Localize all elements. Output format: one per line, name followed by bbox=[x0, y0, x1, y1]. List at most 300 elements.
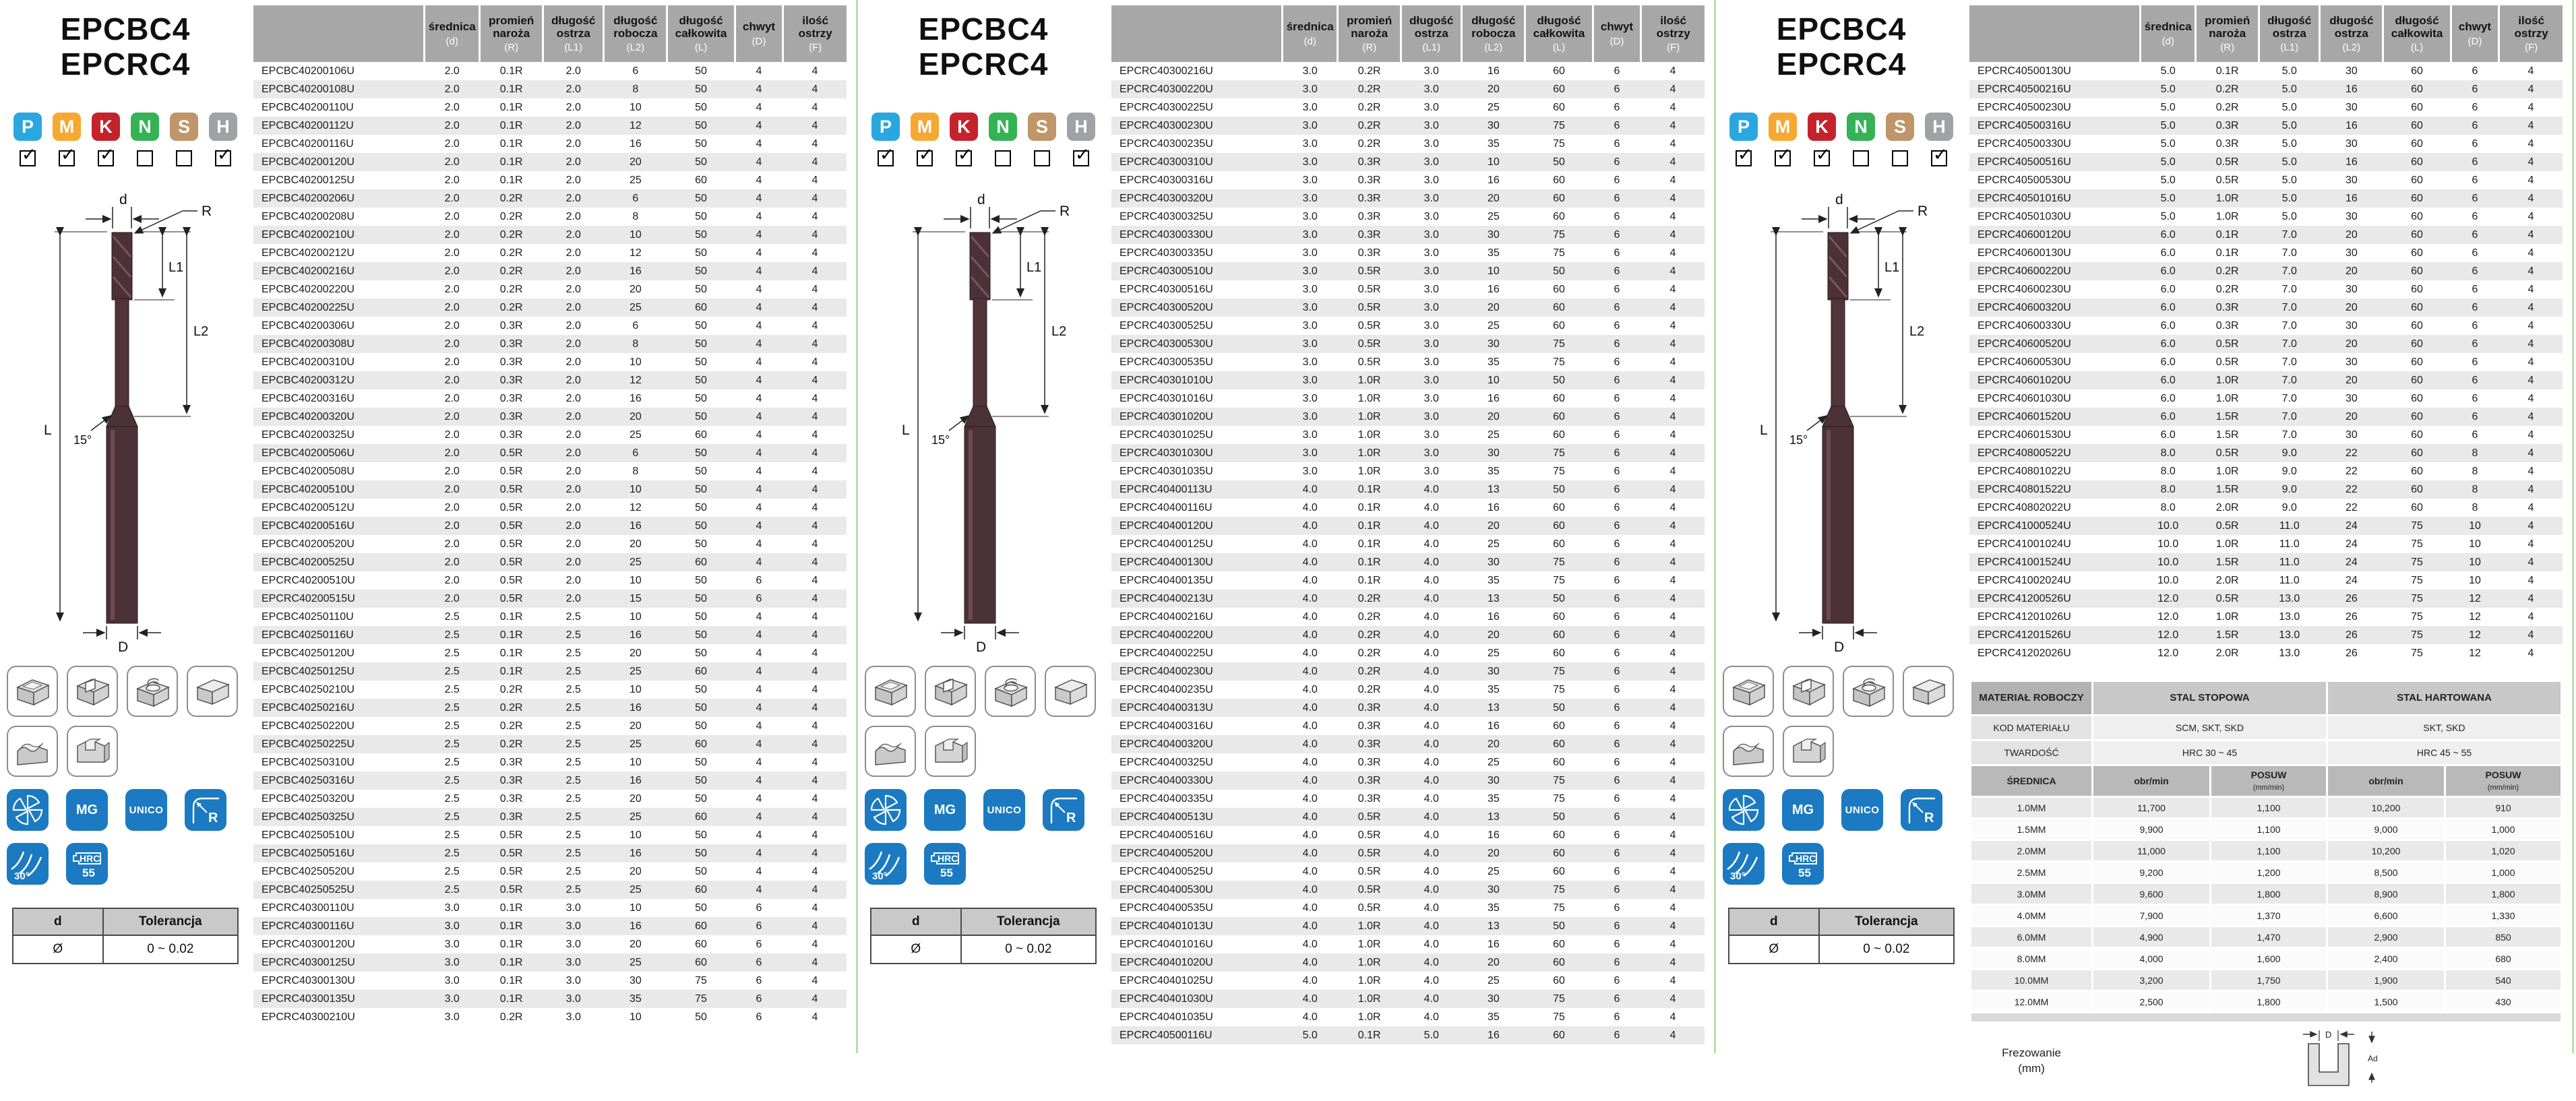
column-header-label: średnica bbox=[428, 20, 476, 34]
table-row bbox=[1969, 153, 2563, 171]
dim-label-angle: 15° bbox=[73, 433, 92, 447]
spec-cell: 6 bbox=[2472, 374, 2478, 386]
spec-cell: 4 bbox=[2527, 610, 2534, 623]
iso-checkbox-s bbox=[1034, 150, 1050, 166]
table-row bbox=[1111, 844, 1705, 862]
spec-cell: 4 bbox=[811, 356, 818, 368]
dim-label-d: d bbox=[1835, 192, 1843, 208]
spec-cell: 3.0 bbox=[444, 902, 460, 914]
spec-cell: 0.2R bbox=[1357, 610, 1381, 623]
series-title bbox=[858, 12, 1109, 82]
column-header-label: długość ostrza bbox=[2267, 13, 2312, 40]
part-number-cell: EPCRC40400213U bbox=[1120, 592, 1213, 604]
table-row bbox=[253, 208, 847, 226]
iso-material-classes bbox=[1720, 113, 1963, 166]
spec-cell: 16 bbox=[1487, 720, 1500, 732]
spec-cell: 0.3R bbox=[1357, 720, 1381, 732]
spec-cell: 3.0 bbox=[565, 902, 581, 914]
spec-cell: 50 bbox=[695, 902, 707, 914]
spec-cell: 4 bbox=[1669, 65, 1676, 77]
spec-cell: 50 bbox=[695, 137, 707, 150]
table-row bbox=[253, 389, 847, 408]
spec-cell: 75 bbox=[2411, 538, 2423, 550]
spec-cell: 3.0 bbox=[1423, 265, 1439, 277]
spec-cell: 75 bbox=[1553, 1011, 1565, 1023]
spec-cell: 9.0 bbox=[2281, 447, 2297, 459]
spec-cell: 6.0 bbox=[2160, 374, 2176, 386]
iso-class-s bbox=[1028, 113, 1056, 166]
corner-radius-icon bbox=[1901, 789, 1942, 831]
part-number-cell: EPCRC40401013U bbox=[1120, 920, 1213, 932]
cutting-value-cell: 8,500 bbox=[2328, 862, 2444, 882]
spec-cell: 1.0R bbox=[2215, 210, 2239, 222]
spec-cell: 60 bbox=[2411, 465, 2423, 477]
part-number-cell: EPCRC40400520U bbox=[1120, 847, 1213, 859]
table-row bbox=[1969, 335, 2563, 353]
spec-cell: 60 bbox=[695, 738, 707, 750]
end-mill-drawing-icon bbox=[1737, 184, 1946, 656]
table-row bbox=[253, 499, 847, 517]
spec-cell: 30 bbox=[1487, 119, 1500, 131]
spec-cell: 2.5 bbox=[565, 865, 581, 877]
cutting-value-cell: 4,000 bbox=[2093, 949, 2209, 968]
column-header bbox=[1283, 5, 1338, 62]
spec-cell: 5.0 bbox=[2281, 65, 2297, 77]
side-milling-icon bbox=[1045, 666, 1096, 717]
spec-cell: 4 bbox=[1669, 701, 1676, 714]
iso-class-h bbox=[1067, 113, 1095, 166]
spec-cell: 60 bbox=[1553, 738, 1565, 750]
spec-cell: 4.0 bbox=[1423, 956, 1439, 968]
dim-label-r: R bbox=[1918, 203, 1928, 220]
spec-cell: 0.1R bbox=[499, 920, 523, 932]
table-row bbox=[253, 1008, 847, 1026]
four-flute-icon bbox=[1723, 789, 1765, 831]
spec-cell: 8 bbox=[2472, 465, 2478, 477]
hrc-55-icon bbox=[924, 843, 966, 885]
table-row bbox=[1111, 990, 1705, 1008]
spec-cell: 4 bbox=[1669, 447, 1676, 459]
spec-cell: 4 bbox=[756, 829, 762, 841]
spec-cell: 4 bbox=[2527, 538, 2534, 550]
spec-cell: 2.0 bbox=[565, 447, 581, 459]
spec-cell: 4 bbox=[811, 956, 818, 968]
spec-cell: 4.0 bbox=[1302, 847, 1318, 859]
column-header bbox=[1338, 5, 1401, 62]
spec-cell: 4.0 bbox=[1302, 902, 1318, 914]
spec-cell: 2.0 bbox=[444, 356, 460, 368]
spec-cell: 50 bbox=[695, 356, 707, 368]
table-row bbox=[1111, 753, 1705, 772]
spec-cell: 6 bbox=[1614, 574, 1620, 586]
table-row bbox=[1111, 953, 1705, 972]
part-number-cell: EPCRC41001024U bbox=[1977, 538, 2071, 550]
spec-cell: 6 bbox=[1614, 410, 1620, 422]
table-row bbox=[253, 626, 847, 644]
spec-cell: 4 bbox=[756, 283, 762, 295]
spec-cell: 75 bbox=[2411, 629, 2423, 641]
spec-cell: 10 bbox=[629, 356, 642, 368]
spec-cell: 4 bbox=[811, 338, 818, 350]
spec-cell: 0.1R bbox=[499, 974, 523, 986]
spec-cell: 0.1R bbox=[1357, 483, 1381, 495]
spec-cell: 35 bbox=[1487, 247, 1500, 259]
spec-cell: 0.1R bbox=[499, 902, 523, 914]
spec-cell: 6 bbox=[1614, 956, 1620, 968]
part-number-cell: EPCRC41201026U bbox=[1977, 610, 2071, 623]
spec-cell: 6 bbox=[756, 920, 762, 932]
spec-cell: 6 bbox=[1614, 465, 1620, 477]
spec-cell: 60 bbox=[2411, 483, 2423, 495]
spec-cell: 8.0 bbox=[2160, 501, 2176, 513]
spec-cell: 4 bbox=[811, 156, 818, 168]
cutting-value-cell: 680 bbox=[2446, 949, 2560, 968]
kod-materialu-label: KOD MATERIAŁU bbox=[1971, 716, 2091, 739]
spec-cell: 3.0 bbox=[1302, 319, 1318, 332]
table-row bbox=[1969, 644, 2563, 662]
column-header-symbol: (L1) bbox=[1422, 42, 1441, 54]
spec-cell: 20 bbox=[2345, 374, 2358, 386]
spec-table-area bbox=[253, 5, 851, 1044]
spec-cell: 2.5 bbox=[565, 792, 581, 805]
spec-cell: 6 bbox=[1614, 1029, 1620, 1041]
spec-cell: 4.0 bbox=[1423, 647, 1439, 659]
iso-material-classes bbox=[4, 113, 247, 166]
part-number-cell: EPCBC40200525U bbox=[262, 556, 355, 568]
spec-cell: 75 bbox=[695, 974, 707, 986]
spec-cell: 0.1R bbox=[1357, 574, 1381, 586]
svg-text:HRC: HRC bbox=[1796, 853, 1816, 864]
spec-cell: 2.0 bbox=[565, 119, 581, 131]
side-milling-icon bbox=[1903, 666, 1954, 717]
column-header bbox=[2259, 5, 2320, 62]
table-row bbox=[1111, 462, 1705, 480]
part-number-cell: EPCRC40301016U bbox=[1120, 392, 1213, 404]
spec-cell: 0.5R bbox=[1357, 847, 1381, 859]
cutting-value-cell: 1,370 bbox=[2211, 906, 2326, 925]
spec-cell: 4 bbox=[1669, 410, 1676, 422]
spec-cell: 3.0 bbox=[565, 993, 581, 1005]
spec-cell: 1.0R bbox=[1357, 1011, 1381, 1023]
spec-cell: 10 bbox=[2469, 520, 2481, 532]
spec-cell: 75 bbox=[1553, 465, 1565, 477]
column-header bbox=[2383, 5, 2451, 62]
part-number-cell: EPCRC40401016U bbox=[1120, 938, 1213, 950]
spec-cell: 2.0 bbox=[444, 101, 460, 113]
spec-cell: 4 bbox=[2527, 356, 2534, 368]
spec-cell: 13 bbox=[1487, 592, 1500, 604]
cutting-data-row bbox=[1971, 927, 2560, 947]
spec-cell: 2.0 bbox=[565, 301, 581, 313]
part-number-cell: EPCRC40600130U bbox=[1977, 247, 2071, 259]
spec-cell: 75 bbox=[1553, 883, 1565, 895]
spec-cell: 4 bbox=[756, 538, 762, 550]
spec-cell: 60 bbox=[2411, 247, 2423, 259]
spec-cell: 3.0 bbox=[1423, 301, 1439, 313]
svg-text:R: R bbox=[208, 811, 218, 826]
spec-cell: 10 bbox=[2469, 574, 2481, 586]
spec-cell: 3.0 bbox=[1423, 338, 1439, 350]
spec-cell: 4.0 bbox=[1302, 720, 1318, 732]
spec-cell: 0.3R bbox=[2215, 119, 2239, 131]
spec-cell: 4.0 bbox=[1302, 811, 1318, 823]
spec-cell: 0.1R bbox=[2215, 65, 2239, 77]
part-number-cell: EPCRC40301010U bbox=[1120, 374, 1213, 386]
part-number-cell: EPCRC40400225U bbox=[1120, 647, 1213, 659]
spec-cell: 0.3R bbox=[1357, 792, 1381, 805]
spec-cell: 2.0 bbox=[565, 247, 581, 259]
dim-label-l: L bbox=[902, 422, 910, 439]
spec-cell: 30 bbox=[629, 974, 642, 986]
spec-cell: 4 bbox=[1669, 610, 1676, 623]
table-row bbox=[1111, 298, 1705, 317]
spec-cell: 2.0 bbox=[444, 447, 460, 459]
section-1 bbox=[0, 0, 856, 1053]
part-number-cell: EPCRC40300125U bbox=[262, 956, 355, 968]
part-number-cell: EPCBC40200508U bbox=[262, 465, 355, 477]
spec-cell: 0.3R bbox=[1357, 156, 1381, 168]
spec-cell: 30 bbox=[1487, 556, 1500, 568]
spec-cell: 0.3R bbox=[1357, 210, 1381, 222]
spec-cell: 4 bbox=[1669, 756, 1676, 768]
spec-cell: 6.0 bbox=[2160, 247, 2176, 259]
spec-cell: 25 bbox=[629, 429, 642, 441]
spec-cell: 35 bbox=[1487, 137, 1500, 150]
spec-cell: 4.0 bbox=[1302, 665, 1318, 677]
spec-cell: 4 bbox=[811, 65, 818, 77]
spec-cell: 12 bbox=[629, 247, 642, 259]
spec-cell: 4.0 bbox=[1423, 556, 1439, 568]
spec-cell: 4 bbox=[811, 774, 818, 786]
spec-cell: 6.0 bbox=[2160, 392, 2176, 404]
part-number-cell: EPCRC40500316U bbox=[1977, 119, 2071, 131]
part-number-cell: EPCBC40200325U bbox=[262, 429, 355, 441]
spec-cell: 16 bbox=[2345, 83, 2358, 95]
spec-cell: 16 bbox=[1487, 65, 1500, 77]
spec-cell: 75 bbox=[1553, 137, 1565, 150]
spec-cell: 30 bbox=[2345, 283, 2358, 295]
spec-cell: 3.0 bbox=[1302, 247, 1318, 259]
spec-cell: 6 bbox=[632, 192, 639, 204]
spec-cell: 4 bbox=[1669, 665, 1676, 677]
spec-cell: 75 bbox=[1553, 119, 1565, 131]
spec-cell: 10 bbox=[1487, 374, 1500, 386]
part-number-cell: EPCRC40400525U bbox=[1120, 865, 1213, 877]
spec-cell: 4 bbox=[811, 374, 818, 386]
table-row bbox=[253, 153, 847, 171]
spec-cell: 25 bbox=[1487, 647, 1500, 659]
spec-cell: 50 bbox=[1553, 592, 1565, 604]
spec-cell: 4.0 bbox=[1423, 683, 1439, 695]
part-number-cell: EPCBC40200116U bbox=[262, 137, 354, 150]
spec-cell: 3.0 bbox=[1302, 228, 1318, 241]
part-number-cell: EPCBC40200506U bbox=[262, 447, 355, 459]
spec-cell: 4 bbox=[811, 447, 818, 459]
spec-cell: 4 bbox=[1669, 465, 1676, 477]
spec-cell: 6 bbox=[632, 447, 639, 459]
stal-hartowana-header: STAL HARTOWANA bbox=[2328, 682, 2560, 714]
spec-cell: 0.1R bbox=[499, 174, 523, 186]
spec-cell: 0.1R bbox=[499, 156, 523, 168]
iso-letter-p-icon: P bbox=[871, 113, 900, 141]
table-row bbox=[253, 480, 847, 499]
spec-cell: 4 bbox=[811, 392, 818, 404]
spec-cell: 2.0 bbox=[565, 574, 581, 586]
spec-cell: 4 bbox=[756, 156, 762, 168]
spec-cell: 0.3R bbox=[499, 774, 523, 786]
spec-cell: 4 bbox=[811, 938, 818, 950]
spec-cell: 60 bbox=[1553, 429, 1565, 441]
table-row bbox=[253, 408, 847, 426]
table-row bbox=[1969, 553, 2563, 571]
spec-cell: 4 bbox=[2527, 592, 2534, 604]
spec-cell: 0.2R bbox=[1357, 683, 1381, 695]
spec-cell: 50 bbox=[695, 265, 707, 277]
table-row bbox=[1111, 426, 1705, 444]
spec-cell: 6 bbox=[1614, 247, 1620, 259]
dim-label-dd: D bbox=[1834, 639, 1845, 656]
spec-cell: 4 bbox=[756, 792, 762, 805]
table-row bbox=[253, 808, 847, 826]
part-number-cell: EPCBC40200308U bbox=[262, 338, 355, 350]
iso-checkbox-p bbox=[20, 150, 36, 166]
spec-cell: 75 bbox=[1553, 338, 1565, 350]
table-row bbox=[1969, 444, 2563, 462]
column-header-symbol: (F) bbox=[1667, 42, 1680, 54]
cutting-data-row bbox=[1971, 906, 2560, 925]
part-number-cell: EPCRC40401025U bbox=[1120, 974, 1213, 986]
spec-cell: 2.0 bbox=[565, 465, 581, 477]
column-header-symbol: (F) bbox=[2525, 42, 2538, 54]
spec-cell: 26 bbox=[2345, 629, 2358, 641]
spec-cell: 6 bbox=[2472, 410, 2478, 422]
spec-cell: 4 bbox=[756, 447, 762, 459]
spec-cell: 3.0 bbox=[1423, 174, 1439, 186]
spec-cell: 0.5R bbox=[499, 829, 523, 841]
spec-cell: 4 bbox=[756, 465, 762, 477]
table-row bbox=[253, 953, 847, 972]
spec-cell: 9.0 bbox=[2281, 465, 2297, 477]
tolerance-header-d: d bbox=[871, 908, 961, 935]
spec-cell: 8 bbox=[2472, 501, 2478, 513]
table-row bbox=[1969, 517, 2563, 535]
iso-class-h bbox=[209, 113, 237, 166]
spec-cell: 4 bbox=[2527, 101, 2534, 113]
column-header bbox=[2196, 5, 2259, 62]
spec-cell: 50 bbox=[695, 156, 707, 168]
helical-plunge-icon bbox=[1843, 666, 1894, 717]
svg-text:R: R bbox=[1924, 811, 1934, 826]
spec-cell: 75 bbox=[2411, 592, 2423, 604]
spec-cell: 3.0 bbox=[1302, 447, 1318, 459]
spec-cell: 0.2R bbox=[2215, 283, 2239, 295]
spec-cell: 6 bbox=[1614, 119, 1620, 131]
iso-checkbox-k bbox=[1814, 150, 1830, 166]
spec-cell: 4 bbox=[756, 701, 762, 714]
spec-cell: 4 bbox=[2527, 647, 2534, 659]
tolerance-header-d: d bbox=[1729, 908, 1819, 935]
section-3 bbox=[1716, 0, 2572, 1075]
svg-text:HRC: HRC bbox=[938, 853, 958, 864]
unico-label: UNICO bbox=[1845, 804, 1880, 816]
spec-cell: 0.3R bbox=[1357, 247, 1381, 259]
spec-cell: 2.0 bbox=[565, 556, 581, 568]
diameter-cell: 6.0MM bbox=[1971, 927, 2091, 947]
spec-cell: 60 bbox=[1553, 865, 1565, 877]
spec-cell: 4 bbox=[2527, 374, 2534, 386]
spec-cell: 75 bbox=[1553, 902, 1565, 914]
spec-cell: 6 bbox=[2472, 429, 2478, 441]
part-number-cell: EPCRC40200510U bbox=[262, 574, 355, 586]
cutting-value-cell: 1,900 bbox=[2328, 970, 2444, 990]
part-number-cell: EPCRC40400530U bbox=[1120, 883, 1213, 895]
spec-cell: 22 bbox=[2345, 465, 2358, 477]
spec-cell: 6 bbox=[1614, 811, 1620, 823]
spec-cell: 10 bbox=[629, 483, 642, 495]
spec-cell: 6 bbox=[1614, 228, 1620, 241]
spec-cell: 4 bbox=[1669, 483, 1676, 495]
spec-cell: 10.0 bbox=[2157, 520, 2179, 532]
spec-cell: 50 bbox=[695, 774, 707, 786]
diameter-cell: 2.5MM bbox=[1971, 862, 2091, 882]
spec-cell: 2.0 bbox=[444, 247, 460, 259]
table-row bbox=[253, 462, 847, 480]
spec-cell: 4 bbox=[1669, 1011, 1676, 1023]
spec-cell: 6 bbox=[756, 592, 762, 604]
spec-cell: 2.5 bbox=[444, 847, 460, 859]
table-row bbox=[1969, 462, 2563, 480]
spec-cell: 10 bbox=[629, 574, 642, 586]
iso-letter-k-icon: K bbox=[92, 113, 120, 141]
table-row bbox=[253, 662, 847, 681]
obr-min-header: obr/min bbox=[2328, 766, 2444, 796]
part-number-cell: EPCBC40200120U bbox=[262, 156, 355, 168]
spec-cell: 4 bbox=[1669, 592, 1676, 604]
spec-cell: 6 bbox=[1614, 338, 1620, 350]
column-header-symbol: (L1) bbox=[2280, 42, 2299, 54]
spec-cell: 6 bbox=[632, 65, 639, 77]
part-number-cell: EPCBC40250116U bbox=[262, 629, 354, 641]
spec-cell: 25 bbox=[629, 956, 642, 968]
spec-cell: 20 bbox=[629, 156, 642, 168]
spec-cell: 6 bbox=[1614, 283, 1620, 295]
spec-cell: 26 bbox=[2345, 647, 2358, 659]
spec-cell: 7.0 bbox=[2281, 374, 2297, 386]
diameter-cell: 8.0MM bbox=[1971, 949, 2091, 968]
spec-cell: 4.0 bbox=[1302, 738, 1318, 750]
spec-cell: 25 bbox=[629, 883, 642, 895]
spec-cell: 3.0 bbox=[1423, 101, 1439, 113]
iso-letter-k-icon: K bbox=[1808, 113, 1836, 141]
unico-coating-icon bbox=[983, 789, 1025, 831]
spec-cell: 0.2R bbox=[499, 228, 523, 241]
spec-cell: 3.0 bbox=[444, 974, 460, 986]
spec-cell: 4 bbox=[756, 756, 762, 768]
spec-cell: 4.0 bbox=[1423, 774, 1439, 786]
part-number-cell: EPCRC40601020U bbox=[1977, 374, 2071, 386]
spec-cell: 0.5R bbox=[2215, 174, 2239, 186]
spec-cell: 50 bbox=[695, 410, 707, 422]
spec-cell: 4 bbox=[2527, 520, 2534, 532]
spec-cell: 4 bbox=[811, 610, 818, 623]
spec-cell: 3.0 bbox=[565, 956, 581, 968]
spec-cell: 6 bbox=[1614, 902, 1620, 914]
column-header-symbol: (L2) bbox=[626, 42, 645, 54]
cutting-value-cell: 2,900 bbox=[2328, 927, 2444, 947]
spec-cell: 0.5R bbox=[1357, 356, 1381, 368]
spec-cell: 2.0 bbox=[444, 429, 460, 441]
table-row bbox=[253, 244, 847, 262]
